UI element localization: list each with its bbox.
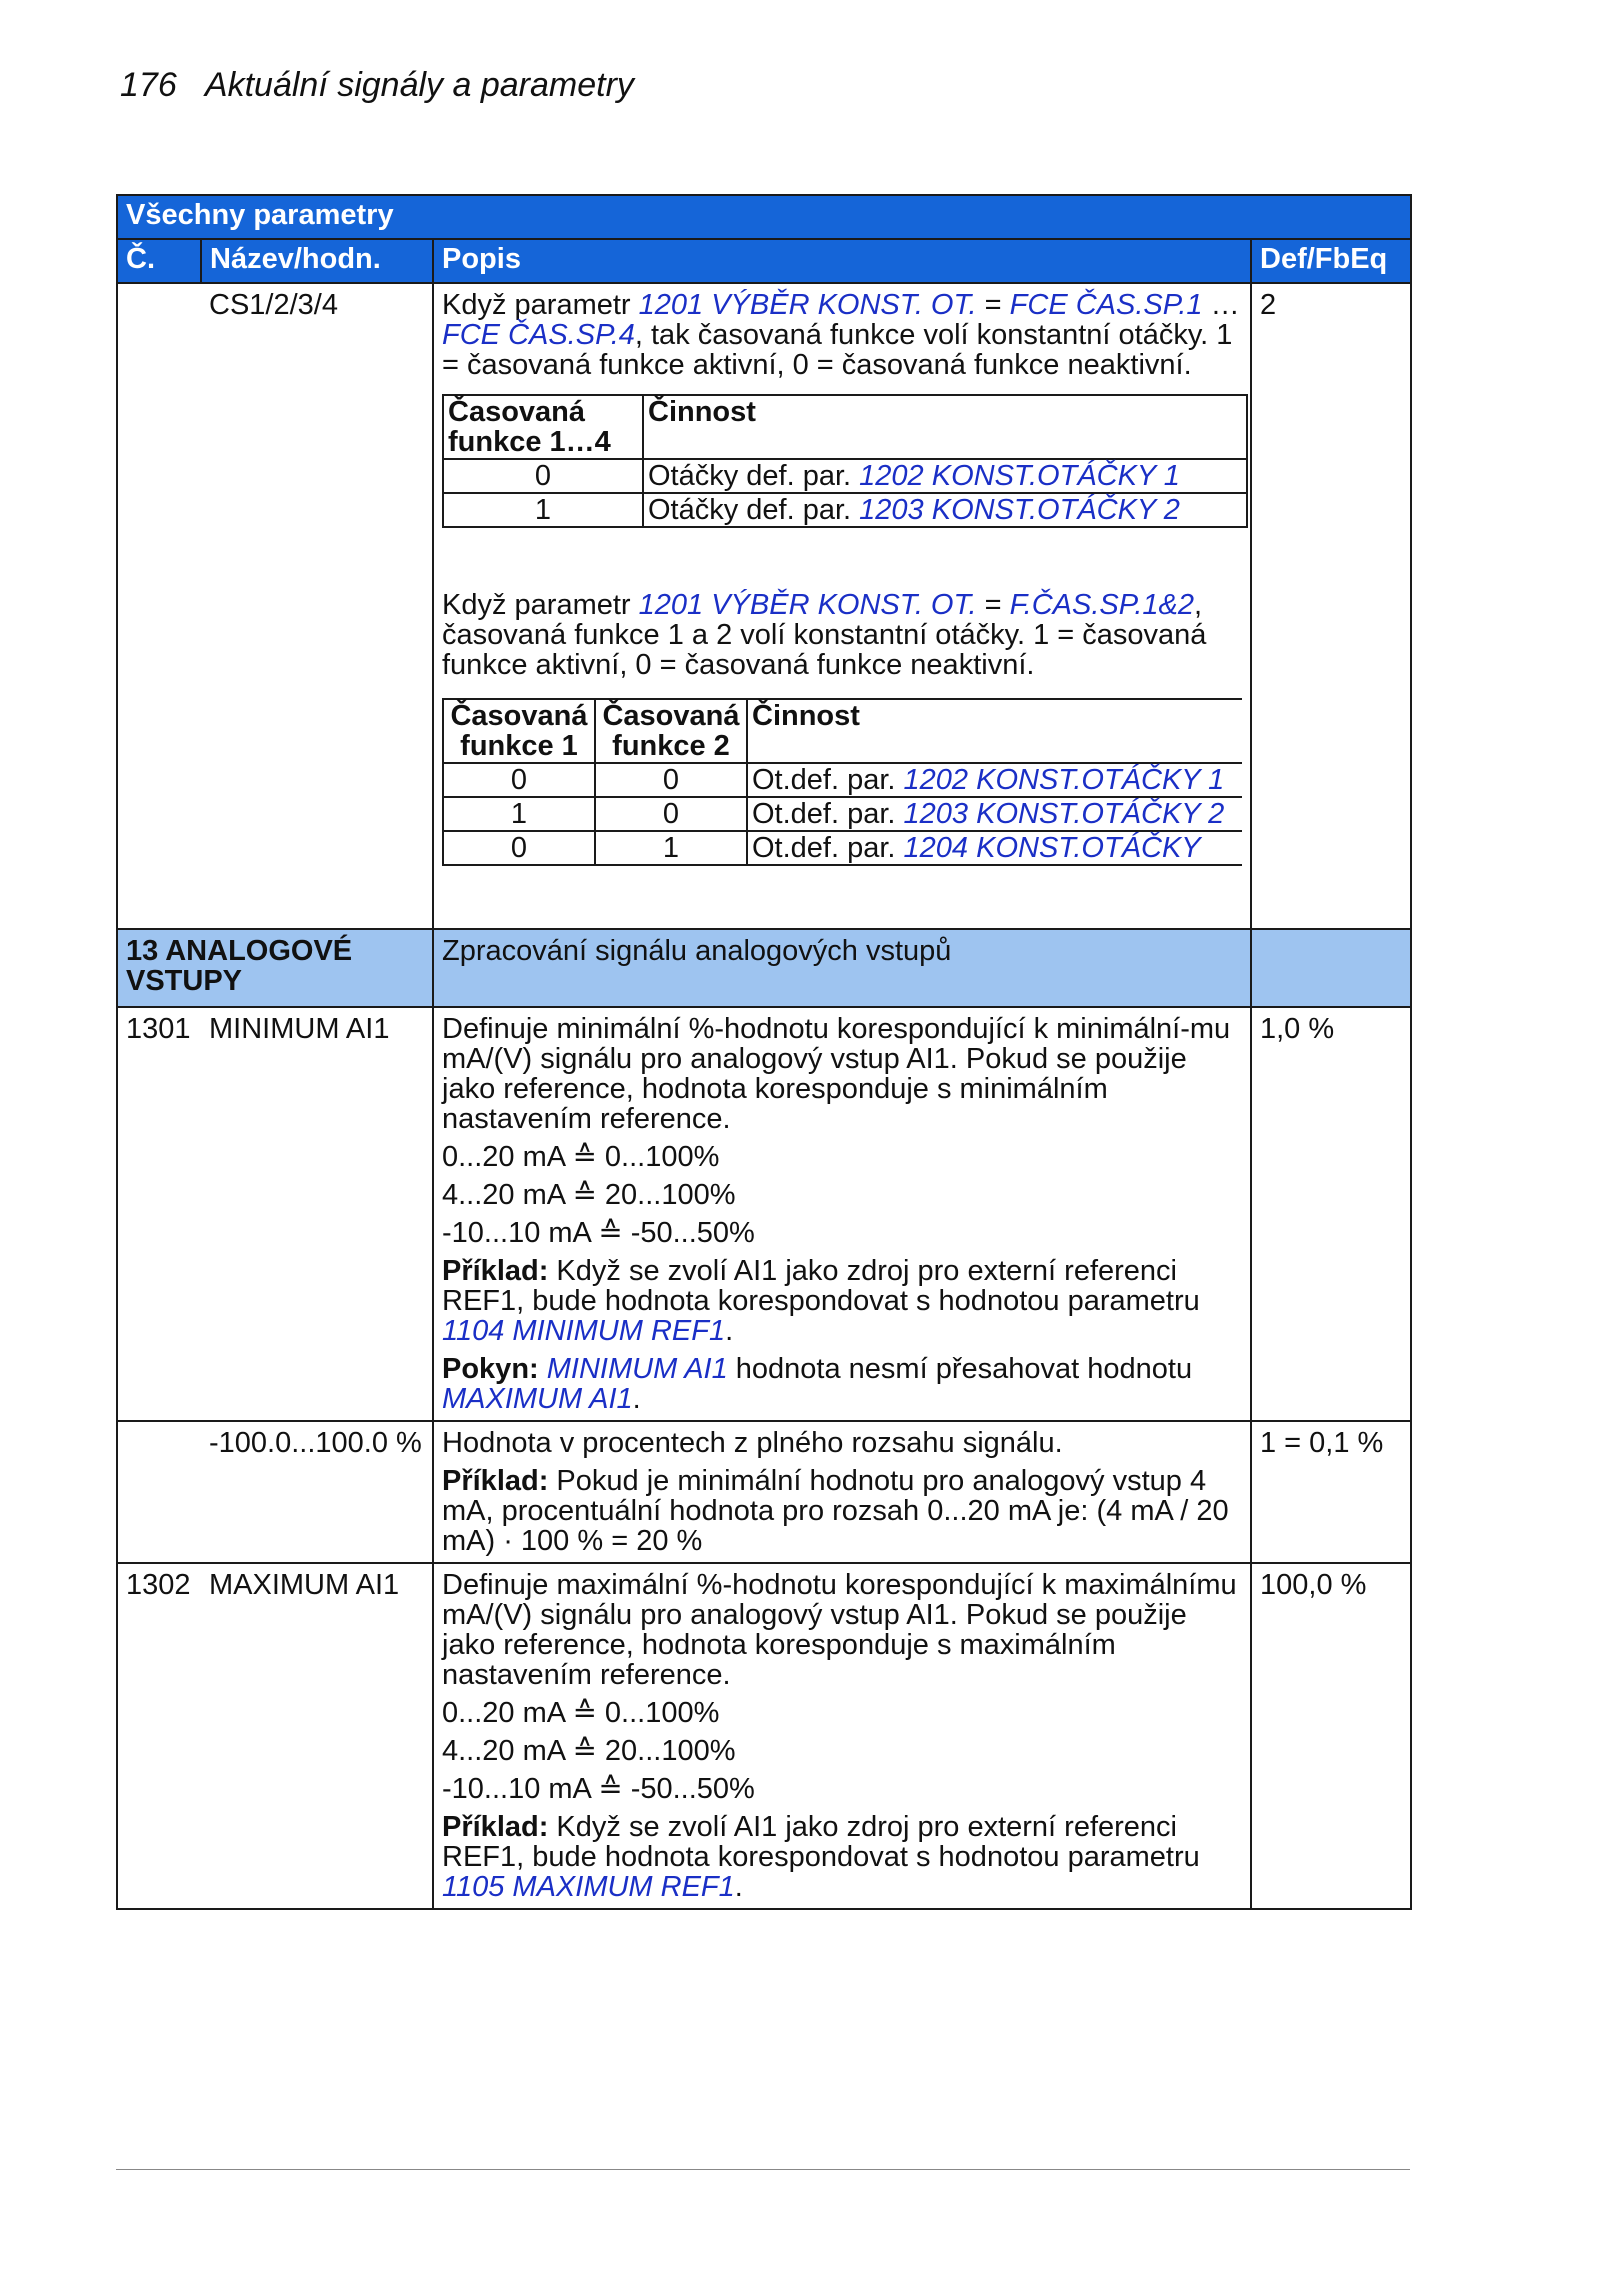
- example-paragraph: [442, 1812, 1242, 1902]
- param-link[interactable]: 1203 KONST.OTÁČKY 2: [859, 494, 1180, 526]
- description-paragraph: Definuje minimální %-hodnotu korespondující k minimální-mu mA/(V) signálu pro analogový vstup AI1. Pokud se použije jako reference, hodnota koresponduje s minimálním nastavením reference.: [442, 1013, 1231, 1135]
- text: , časovaná funkce 1 a 2 volí konstantní otáčky. 1 = časovaná funkce aktivní, 0 = časovaná funkce neaktivní.: [442, 589, 1207, 681]
- range-mapping: 4...20 mA ≙ 20...100%: [442, 1735, 736, 1767]
- table-title-row: [117, 195, 1411, 239]
- inner-cell: [747, 831, 1242, 865]
- inner-cell: 0: [443, 763, 595, 797]
- param-link[interactable]: 1104 MINIMUM REF1: [442, 1315, 726, 1347]
- group-default: [1251, 929, 1411, 1007]
- inner-cell: 0: [595, 763, 747, 797]
- text: , tak časovaná funkce volí konstantní otáčky. 1 = časovaná funkce aktivní, 0 = časovaná funkce neaktivní.: [442, 319, 1233, 381]
- row-default: 2: [1251, 283, 1411, 929]
- group-name: 13 ANALOGOVÉ VSTUPY: [117, 929, 433, 1007]
- inner-header: Časovaná funkce 1…4: [443, 395, 643, 459]
- text: Ot.def. par.: [752, 798, 904, 830]
- param-link[interactable]: 1105 MAXIMUM REF1: [442, 1871, 735, 1903]
- param-link[interactable]: 1201 VÝBĚR KONST. OT.: [638, 589, 977, 621]
- text: …: [1202, 289, 1240, 321]
- page-header: [120, 66, 634, 105]
- table-clip: [442, 688, 1242, 928]
- text: .: [734, 1871, 743, 1903]
- inner-cell: [747, 797, 1242, 831]
- param-link[interactable]: 1203 KONST.OTÁČKY 2: [903, 798, 1225, 830]
- inner-cell: [747, 763, 1242, 797]
- text: Ot.def. par.: [752, 832, 904, 864]
- param-link[interactable]: 1204 KONST.OTÁČKY: [903, 832, 1201, 864]
- text: Otáčky def. par.: [648, 494, 860, 526]
- col-header-default: Def/FbEq: [1251, 239, 1411, 283]
- timed-function-table-2: [442, 698, 1242, 866]
- description-paragraph: [442, 290, 1242, 380]
- example-paragraph: [442, 1256, 1242, 1346]
- col-header-name: Název/hodn.: [201, 239, 433, 283]
- row-default: 1,0 %: [1251, 1007, 1411, 1421]
- param-link[interactable]: F.ČAS.SP.1&2: [1009, 589, 1194, 621]
- range-mapping: 0...20 mA ≙ 0...100%: [442, 1697, 720, 1729]
- text: hodnota nesmí přesahovat hodnotu: [727, 1353, 1193, 1385]
- row-number: [117, 1421, 201, 1563]
- range-mapping: -10...10 mA ≙ -50...50%: [442, 1217, 755, 1249]
- table-row: [117, 1563, 1411, 1909]
- row-number: 1302: [117, 1563, 201, 1909]
- row-description: [433, 1563, 1251, 1909]
- param-link[interactable]: FCE ČAS.SP.1: [1009, 289, 1203, 321]
- text: Otáčky def. par.: [648, 460, 860, 492]
- note-paragraph: [442, 1354, 1242, 1414]
- inner-cell: 1: [443, 797, 595, 831]
- row-name: -100.0...100.0 %: [201, 1421, 433, 1563]
- text: Pokud je minimální hodnotu pro analogový vstup 4 mA, procentuální hodnota pro rozsah 0...20 mA je: (4 mA / 20 mA) · 100 % = 20 %: [442, 1465, 1229, 1557]
- param-link[interactable]: 1202 KONST.OTÁČKY 1: [859, 460, 1180, 492]
- inner-header: Časovaná funkce 1: [443, 699, 595, 763]
- table-row: [117, 283, 1411, 929]
- col-header-number: Č.: [117, 239, 201, 283]
- text: .: [725, 1315, 734, 1347]
- text: Když parametr: [442, 289, 639, 321]
- example-paragraph: [442, 1466, 1242, 1556]
- row-default: 100,0 %: [1251, 1563, 1411, 1909]
- description-paragraph: [442, 590, 1242, 680]
- row-number: [117, 283, 201, 929]
- note-label: Pokyn:: [442, 1353, 539, 1385]
- col-header-description: Popis: [433, 239, 1251, 283]
- text: .: [632, 1383, 641, 1415]
- row-description: [433, 1421, 1251, 1563]
- param-link[interactable]: MINIMUM AI1: [546, 1353, 728, 1385]
- param-link[interactable]: MAXIMUM AI1: [442, 1383, 633, 1415]
- text: =: [976, 289, 1010, 321]
- inner-cell: 0: [443, 459, 643, 493]
- inner-cell: [643, 459, 1247, 493]
- footer-divider: [116, 2169, 1410, 2170]
- parameters-table: [116, 194, 1412, 1910]
- inner-cell: 1: [443, 493, 643, 527]
- param-link[interactable]: 1201 VÝBĚR KONST. OT.: [638, 289, 977, 321]
- table-title: Všechny parametry: [117, 195, 1411, 239]
- row-description: [433, 1007, 1251, 1421]
- range-mapping: -10...10 mA ≙ -50...50%: [442, 1773, 755, 1805]
- table-row: [117, 1007, 1411, 1421]
- inner-cell: 0: [595, 797, 747, 831]
- group-description: Zpracování signálu analogových vstupů: [433, 929, 1251, 1007]
- inner-header: Činnost: [747, 699, 1242, 763]
- param-link[interactable]: 1202 KONST.OTÁČKY 1: [903, 764, 1225, 796]
- text: Ot.def. par.: [752, 764, 904, 796]
- row-default: 1 = 0,1 %: [1251, 1421, 1411, 1563]
- inner-cell: 0: [443, 831, 595, 865]
- range-mapping: 4...20 mA ≙ 20...100%: [442, 1179, 736, 1211]
- text: =: [976, 589, 1010, 621]
- row-name: MINIMUM AI1: [201, 1007, 433, 1421]
- inner-cell: 1: [595, 831, 747, 865]
- table-header-row: [117, 239, 1411, 283]
- example-label: Příklad:: [442, 1465, 549, 1497]
- timed-function-table: [442, 394, 1248, 528]
- page-number: 176: [120, 66, 177, 104]
- chapter-title: Aktuální signály a parametry: [204, 66, 634, 104]
- text: Když se zvolí AI1 jako zdroj pro externí referenci REF1, bude hodnota korespondovat s hodnotou parametru: [442, 1255, 1200, 1317]
- text: [539, 1353, 547, 1385]
- inner-header: Časovaná funkce 2: [595, 699, 747, 763]
- row-name: MAXIMUM AI1: [201, 1563, 433, 1909]
- example-label: Příklad:: [442, 1255, 549, 1287]
- inner-header: Činnost: [643, 395, 1247, 459]
- row-description: [433, 283, 1251, 929]
- text: Když parametr: [442, 589, 639, 621]
- group-row: [117, 929, 1411, 1007]
- inner-cell: [643, 493, 1247, 527]
- description-paragraph: Definuje maximální %-hodnotu korespondující k maximálnímu mA/(V) signálu pro analogový vstup AI1. Pokud se použije jako reference, hodnota koresponduje s maximálním nastavením reference.: [442, 1569, 1237, 1691]
- description-paragraph: Hodnota v procentech z plného rozsahu signálu.: [442, 1427, 1063, 1459]
- text: Když se zvolí AI1 jako zdroj pro externí referenci REF1, bude hodnota korespondovat s hodnotou parametru: [442, 1811, 1200, 1873]
- table-row: [117, 1421, 1411, 1563]
- row-number: 1301: [117, 1007, 201, 1421]
- param-link[interactable]: FCE ČAS.SP.4: [442, 319, 635, 351]
- example-label: Příklad:: [442, 1811, 549, 1843]
- row-name: CS1/2/3/4: [201, 283, 433, 929]
- range-mapping: 0...20 mA ≙ 0...100%: [442, 1141, 720, 1173]
